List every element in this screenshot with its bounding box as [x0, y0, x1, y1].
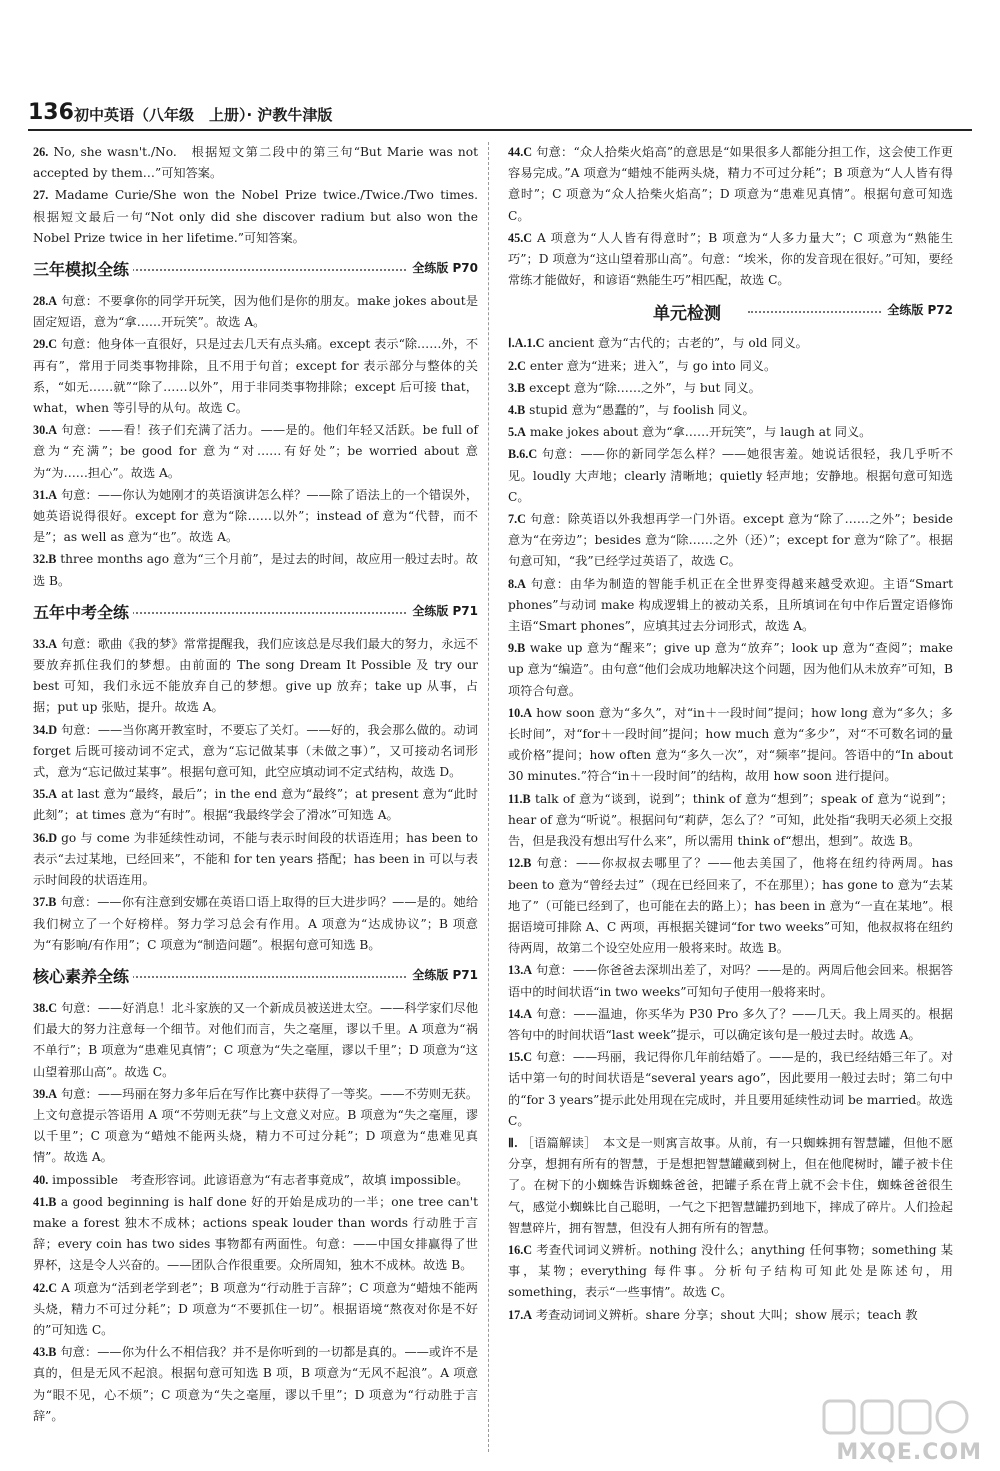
- answer-number: 12.B: [508, 856, 532, 871]
- answer-item: [508, 1047, 953, 1132]
- answer-number: 26.: [33, 145, 49, 159]
- answer-number: 37.B: [33, 895, 57, 910]
- answer-text: 句意：——你爸爸去深圳出差了，对吗？——是的。两周后他会回来。根据答语中的时间状语“in two weeks”可知句子使用一般将来时。: [508, 963, 954, 999]
- answer-number: 29.C: [33, 337, 58, 352]
- answer-number: 44.C: [508, 145, 533, 159]
- answer-text: 句意：——你叔叔去哪里了？——他去美国了，他将在纽约待两周。has been to 意为“曾经去过”（现在已经回来了，不在那里）；has gone to 意为“去某地了”（可能已经到了，也可能在去的路上）；has been in 意为“一直在某地”。根据语境可排除 A、C 两项，再根据关键词“for two weeks”可知，他叔叔将在纽约待两周，故第二个设空处应用一般将来时。故选 B。: [508, 856, 953, 956]
- answer-text: go 与 come 为非延续性动词，不能与表示时间段的状语连用；has been to 表示“去过某地，已经回来”，不能和 for ten years 搭配；has been in 可以与表示时间段的状语连用。: [33, 830, 478, 888]
- answer-text: three months ago 意为“三个月前”，是过去的时间，故应用一般过去时。故选 B。: [33, 552, 478, 588]
- answer-item: [508, 509, 953, 573]
- answer-item: [508, 703, 953, 788]
- page-header: [28, 100, 488, 132]
- answer-item: [508, 378, 953, 399]
- answer-key-logo-icon: [822, 1397, 972, 1437]
- answer-item: [33, 549, 478, 591]
- answer-item: [33, 634, 478, 719]
- answer-item: [33, 784, 478, 826]
- answer-text: 句意：——温迪，你买华为 P30 Pro 多久了？——几天。我上周买的。根据答句中的时间状语“last week”提示，可以确定该句是一般过去时。故选 A。: [508, 1006, 953, 1042]
- answer-number: 32.B: [33, 552, 57, 567]
- answer-number: 36.D: [33, 830, 58, 845]
- answer-number: Ⅰ.A.1.C: [508, 336, 545, 351]
- answer-text: 句意：——你认为她刚才的英语演讲怎么样？——除了语法上的一个错误外，她英语说得很好。except for 意为“除……以外”；instead of 意为“代替，而不是”；as well as 意为“也”。故选 A。: [33, 487, 479, 545]
- answer-text: 句意：——你的新同学怎么样？——她很害羞。她说话很轻，我几乎听不见。loudly 大声地；clearly 清晰地；quietly 轻声地；安静地。根据句意可知选 C。: [508, 447, 954, 504]
- answer-number: B.6.C: [508, 447, 538, 462]
- answer-number: 7.C: [508, 512, 526, 527]
- answer-item: [33, 291, 478, 333]
- answer-number: 14.A: [508, 1006, 533, 1021]
- answer-text: make jokes about 意为“拿……开玩笑”，与 laugh at 同义。: [529, 425, 872, 440]
- section-header: [33, 598, 478, 628]
- answer-number: 2.C: [508, 358, 526, 373]
- section-title: 核心素养全练: [33, 964, 133, 987]
- answer-item: [33, 142, 478, 184]
- answer-text: wake up 意为“醒来”；give up 意为“放弃”；look up 意为“查阅”；make up 意为“编造”。由句意“他们会成功地解决这个问题，因为他们从未放弃”可知，B 项符合句意。: [508, 641, 953, 698]
- right-column: [508, 142, 953, 1327]
- answer-item: [33, 420, 478, 484]
- answer-item: [508, 638, 953, 702]
- section-page-ref: 全练版 P70: [408, 259, 478, 276]
- answer-number: 30.A: [33, 423, 58, 438]
- answer-item: [508, 400, 953, 421]
- answer-number: 9.B: [508, 641, 526, 656]
- answer-item: [33, 185, 491, 249]
- answer-text: ancient 意为“古代的；古老的”，与 old 同义。: [548, 336, 808, 351]
- header-rule: [28, 129, 972, 131]
- answer-text: talk of 意为“谈到，说到”；think of 意为“想到”；speak of 意为“说到”；hear of 意为“听说”。根据问句“莉萨，怎么了？”可知，此处指“我明天必须上交报告，但是我没有想出写什么来”，所以需用 think of“想出，想到”。故选 B。: [508, 791, 954, 849]
- section-page-ref: 全练版 P71: [408, 966, 478, 983]
- answer-text: Madame Curie/She won the Nobel Prize twice./Twice./Two times. 根据短文最后一句“Not only did she discover radium but also won the Nobel Prize twice in her lifetime.”可知答案。: [33, 188, 491, 245]
- answer-number: 13.A: [508, 963, 533, 978]
- answer-item: [508, 333, 953, 354]
- answer-number: 42.C: [33, 1280, 58, 1295]
- answer-number: 39.A: [33, 1086, 58, 1101]
- answer-text: 句意：——好消息！北斗家族的又一个新成员被送进太空。——科学家们尽他们最大的努力注意每一个细节。对他们而言，失之毫厘，谬以千里。A 项意为“祸不单行”；B 项意为“患难见真情”；C 项意为“失之毫厘，谬以千里”；D 项意为“这山望着那山高”。故选 C。: [33, 1000, 479, 1079]
- answer-number: 15.C: [508, 1050, 533, 1065]
- answer-text: 句意：由华为制造的智能手机正在全世界变得越来越受欢迎。主语“Smart phones”与动词 make 构成逻辑上的被动关系，且所填词在句中作后置定语修饰主语“Smart phones”，应填其过去分词形式，故选 A。: [508, 576, 953, 634]
- answer-number: 35.A: [33, 787, 58, 802]
- answer-number: 3.B: [508, 380, 526, 395]
- answer-number: 11.B: [508, 791, 531, 806]
- answer-item: [33, 1170, 478, 1191]
- answer-text: 考查动词词义辨析。share 分享；shout 大叫；show 展示；teach 教: [535, 1307, 918, 1322]
- answer-text: enter 意为“进来；进入”，与 go into 同义。: [529, 358, 777, 373]
- page-number: 136: [28, 100, 74, 125]
- answer-text: how soon 意为“多久”，对“in＋一段时间”提问；how long 意为“多久；多长时间”，对“for＋一段时间”提问；how much 意为“多少”，对“不可数名词的量或价格”提问；how often 意为“多久一次”，对“频率”提问。答语中的“In about 30 minutes.”符合“in＋一段时间”的结构，故用 how soon 进行提问。: [508, 705, 953, 784]
- answer-item: [33, 1278, 478, 1342]
- answer-item: [508, 1305, 953, 1326]
- answer-item: [33, 1084, 478, 1169]
- answer-text: 考查代词词义辨析。nothing 没什么；anything 任何事物；something 某事，某物；everything 每件事。分析句子结构可知此处是陈述句，用 something，表示“一些事情”。故选 C。: [508, 1242, 953, 1300]
- answer-text: a good beginning is half done 好的开始是成功的一半；one tree can't make a forest 独木不成林；actions speak louder than words 行动胜于言辞；every coin has two sides 事物都有两面性。句意：——中国女排赢得了世界杯，这是令人兴奋的。——团队合作很重要。众所周知，独木不成林。故选 B。: [33, 1194, 478, 1273]
- answer-item: [508, 444, 953, 508]
- answer-number: 27.: [33, 188, 49, 203]
- answer-item: [508, 960, 953, 1002]
- answer-text: 句意：——你为什么不相信我？并不是你听到的一切都是真的。——或许不是真的，但是无风不起浪。根据句意可知选 B 项，B 项意为“无风不起浪”。A 项意为“眼不见，心不烦”；C 项意为“失之毫厘，谬以千里”；D 项意为“行动胜于言辞”。: [33, 1345, 479, 1423]
- answer-number: 17.A: [508, 1307, 533, 1322]
- answer-item: [508, 142, 953, 227]
- answer-text: 句意：“众人拾柴火焰高”的意思是“如果很多人都能分担工作，这会使工作更容易完成。”A 项意为“蜡烛不能两头烧，精力不可过分耗”；B 项意为“人人皆有得意时”；C 项意为“众人拾柴火焰高”；D 项意为“患难见真情”。根据句意可知选 C。: [508, 145, 953, 223]
- answer-text: 句意：不要拿你的同学开玩笑，因为他们是你的朋友。make jokes about是固定短语，意为“拿……开玩笑”。故选 A。: [33, 294, 479, 330]
- answer-item: [508, 356, 953, 377]
- section-title: 单元检测: [653, 299, 725, 324]
- answer-text: 句意：他身体一直很好，只是过去几天有点头痛。except 表示“除……外，不再有”，常用于同类事物排除，且不用于句首；except for 表示部分与整体的关系，“如无……就”“除了……以外”，用于非同类事物排除；except 后可接 that，what，when 等引导的从句。故选 C。: [33, 337, 479, 416]
- answer-number: 16.C: [508, 1242, 533, 1257]
- answer-text: 句意：——当你离开教室时，不要忘了关灯。——好的，我会那么做的。动词 forget 后既可接动词不定式，意为“忘记做某事（未做之事）”，又可接动名词形式，意为“忘记做过某事”。根据句意可知，此空应填动词不定式结构，故选 D。: [33, 722, 479, 780]
- answer-number: 28.A: [33, 294, 58, 309]
- answer-item: [33, 334, 478, 419]
- answer-text: 句意：——看！孩子们充满了活力。——是的。他们年轻又活跃。be full of 意为“充满”；be good for 意为“对……有好处”；be worried about 意为“为……担心”。故选 A。: [33, 423, 478, 480]
- answer-text: No, she wasn't./No. 根据短文第二段中的第三句“But Marie was not accepted by them…”可知答案。: [33, 145, 478, 181]
- answer-item: [508, 789, 953, 853]
- answer-text: at last 意为“最终，最后”；in the end 意为“最终”；at present 意为“此时此刻”；at times 意为“有时”。根据“我最终学会了滑冰”可知选 A。: [33, 787, 478, 823]
- answer-item: [508, 1240, 953, 1304]
- section-title: 三年模拟全练: [33, 257, 133, 280]
- answer-number: 31.A: [33, 487, 58, 502]
- answer-item: [508, 1133, 953, 1239]
- answer-text: ［语篇解读］ 本文是一则寓言故事。从前，有一只蜘蛛拥有智慧罐，但他不愿分享，想拥有所有的智慧，于是想把智慧罐藏到树上，但在他爬树时，罐子被卡住了。在树下的小蜘蛛告诉蜘蛛爸爸，把罐子系在背上就不会卡住，蜘蛛爸爸很生气，感觉小蜘蛛比自己聪明，一气之下把智慧罐扔到地下，摔成了碎片。人们捡起智慧碎片，拥有智慧，但没有人拥有所有的智慧。: [508, 1135, 954, 1235]
- answer-number: 4.B: [508, 403, 526, 418]
- answer-item: [33, 828, 478, 892]
- answer-text: A 项意为“人人皆有得意时”；B 项意为“人多力量大”；C 项意为“熟能生巧”；D 项意为“这山望着那山高”。句意：“埃米，你的发音现在很好。”可知，要经常练才能做好，和谚语“熟能生巧”相匹配，故选 C。: [508, 230, 954, 288]
- answer-item: [33, 1192, 478, 1277]
- answer-text: A 项意为“活到老学到老”；B 项意为“行动胜于言辞”；C 项意为“蜡烛不能两头烧，精力不可过分耗”；D 项意为“不要抓住一切”。根据语境“熬夜对你是不好的”可知选 C。: [33, 1280, 478, 1337]
- section-header: [33, 962, 478, 992]
- answer-item: [508, 574, 953, 638]
- answer-text: impossible 考查形容词。此谚语意为“有志者事竟成”，故填 impossible。: [52, 1172, 469, 1187]
- section-page-ref: 全练版 P71: [408, 602, 478, 619]
- left-column: [33, 142, 491, 1428]
- section-page-ref: 全练版 P72: [883, 301, 953, 318]
- answer-text: 句意：歌曲《我的梦》常常提醒我，我们应该总是尽我们最大的努力，永远不要放弃抓住我们的梦想。由前面的 The song Dream It Possible 及 try our best 可知，我们永远不能放弃自己的梦想。give up 放弃；take up 从事，占据；put up 张贴，提升。故选 A。: [33, 636, 479, 715]
- answer-item: [508, 853, 953, 959]
- answer-item: [33, 720, 478, 784]
- answer-number: 41.B: [33, 1194, 57, 1209]
- answer-item: [33, 892, 478, 956]
- answer-text: 句意：——玛丽，我记得你几年前结婚了。——是的，我已经结婚三年了。对话中第一句的时间状语是“several years ago”，因此要用一般过去时；第二句中的“for 3 years”提示此处用现在完成时，并且要用延续性动词 be married。故选 C。: [508, 1050, 954, 1128]
- answer-text: 句意：——你有注意到安娜在英语口语上取得的巨大进步吗？——是的。她给我们树立了一个好榜样。努力学习总会有作用。A 项意为“达成协议”；B 项意为“有影响/有作用”；C 项意为“制造问题”。根据句意可知选 B。: [33, 895, 479, 952]
- answer-item: [33, 1342, 478, 1427]
- answer-text: stupid 意为“愚蠢的”，与 foolish 同义。: [529, 403, 755, 418]
- answer-number: Ⅱ.: [508, 1135, 518, 1150]
- section-title: 五年中考全练: [33, 600, 133, 623]
- answer-number: 45.C: [508, 230, 533, 245]
- answer-number: 10.A: [508, 705, 533, 720]
- answer-number: 8.A: [508, 576, 526, 591]
- watermark: [772, 1397, 982, 1465]
- answer-number: 33.A: [33, 636, 58, 651]
- answer-number: 43.B: [33, 1345, 57, 1360]
- answer-item: [508, 422, 953, 443]
- answer-number: 38.C: [33, 1000, 58, 1015]
- answer-text: except 意为“除……之外”，与 but 同义。: [529, 380, 761, 395]
- section-header: [33, 255, 478, 285]
- column-divider: [488, 142, 489, 1452]
- answer-text: 句意：——玛丽在努力多年后在写作比赛中获得了一等奖。——不劳则无获。上文句意提示答语用 A 项“不劳则无获”与上文意义对应。B 项意为“失之毫厘，谬以千里”；C 项意为“蜡烛不能两头烧，精力不可过分耗”；D 项意为“患难见真情”。故选 A。: [33, 1086, 479, 1165]
- answer-number: 40.: [33, 1172, 49, 1187]
- watermark-text: MXQE.COM: [836, 1440, 982, 1465]
- answer-number: 5.A: [508, 425, 526, 440]
- answer-item: [508, 228, 953, 292]
- answer-item: [33, 998, 478, 1083]
- page-title: 初中英语（八年级 上册）· 沪教牛津版: [74, 106, 333, 124]
- answer-number: 34.D: [33, 722, 58, 737]
- answer-item: [33, 485, 478, 549]
- section-header: [508, 297, 953, 327]
- answer-item: [508, 1004, 953, 1046]
- answer-text: 句意：除英语以外我想再学一门外语。except 意为“除了……之外”；beside 意为“在旁边”；besides 意为“除……之外（还）”；except for 意为“除了”。根据句意可知，“我”已经学过英语了，故选 C。: [508, 512, 954, 569]
